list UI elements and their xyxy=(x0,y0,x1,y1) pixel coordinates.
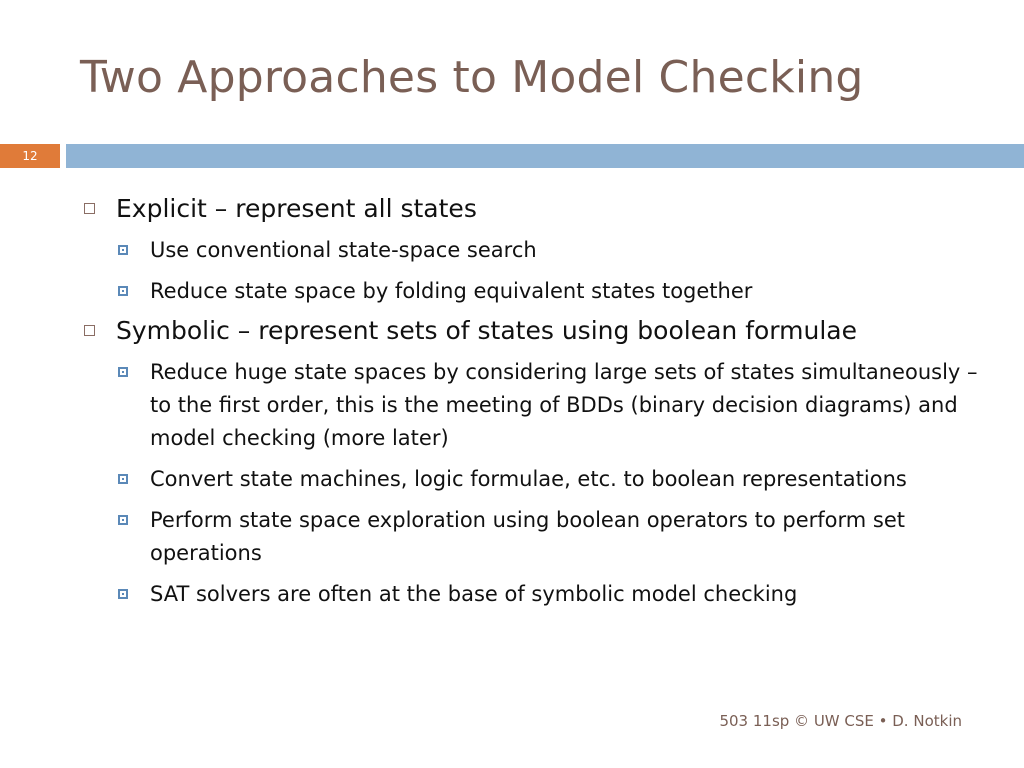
hollow-square-icon xyxy=(84,325,95,336)
sub-bullet xyxy=(116,463,982,496)
sub-bullet-text: Use conventional state-space search xyxy=(150,238,537,262)
slide-title: Two Approaches to Model Checking xyxy=(80,52,864,103)
sub-bullet xyxy=(116,275,982,308)
bullet-explicit xyxy=(82,192,982,226)
bullet-list xyxy=(82,186,982,611)
sub-bullet xyxy=(116,504,982,570)
sub-bullet xyxy=(116,234,982,267)
header-bar xyxy=(66,144,1024,168)
sub-bullet xyxy=(116,356,982,455)
square-bullet-icon xyxy=(118,286,128,296)
square-bullet-icon xyxy=(118,245,128,255)
sub-bullet-text: Reduce state space by folding equivalent states together xyxy=(150,279,753,303)
sub-bullet-text: Convert state machines, logic formulae, etc. to boolean representations xyxy=(150,467,907,491)
bullet-symbolic xyxy=(82,314,982,348)
bullet-text: Explicit – represent all states xyxy=(116,194,477,223)
sub-bullet xyxy=(116,578,982,611)
square-bullet-icon xyxy=(118,367,128,377)
slide-number: 12 xyxy=(0,144,60,168)
hollow-square-icon xyxy=(84,203,95,214)
footer: 503 11sp © UW CSE • D. Notkin xyxy=(719,712,962,730)
sub-bullet-text: Perform state space exploration using boolean operators to perform set operations xyxy=(150,508,905,565)
sub-bullet-text: Reduce huge state spaces by considering large sets of states simultaneously – to the first order, this is the meeting of BDDs (binary decision diagrams) and model checking (more later) xyxy=(150,360,978,450)
square-bullet-icon xyxy=(118,474,128,484)
sub-bullet-text: SAT solvers are often at the base of symbolic model checking xyxy=(150,582,798,606)
square-bullet-icon xyxy=(118,515,128,525)
bullet-text: Symbolic – represent sets of states using boolean formulae xyxy=(116,316,857,345)
square-bullet-icon xyxy=(118,589,128,599)
